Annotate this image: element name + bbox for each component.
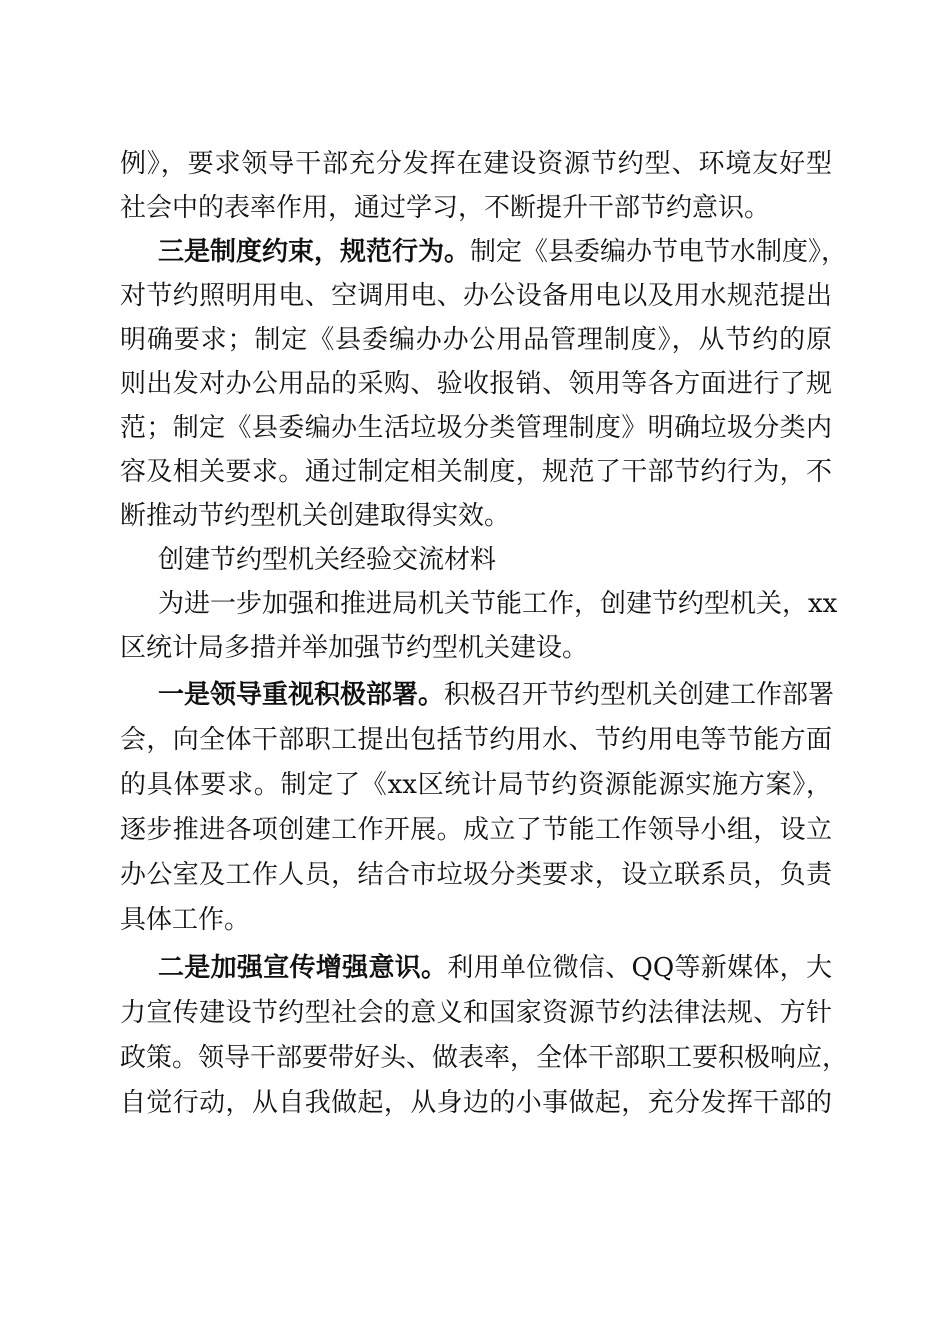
text-line: 逐步推进各项创建工作开展。成立了节能工作领导小组，设立: [120, 815, 832, 845]
text-line: 力宣传建设节约型社会的意义和国家资源节约法律法规、方针: [120, 998, 832, 1028]
text-line: 自觉行动，从自我做起，从身边的小事做起，充分发挥干部的: [120, 1088, 832, 1118]
bold-lead: 一是领导重视积极部署。: [158, 680, 445, 710]
text-line: 的具体要求。制定了《xx区统计局节约资源能源实施方案》，: [120, 770, 832, 800]
text-span: 积极召开节约型机关创建工作部署: [444, 680, 835, 710]
text-line: 政策。领导干部要带好头、做表率，全体干部职工要积极响应，: [120, 1043, 849, 1073]
bold-lead: 二是加强宣传增强意识。: [158, 953, 448, 983]
section-title: 创建节约型机关经验交流材料: [158, 545, 497, 575]
bold-lead: 三是制度约束，规范行为。: [158, 237, 471, 267]
text-line: 会，向全体干部职工提出包括节约用水、节约用电等节能方面: [120, 725, 832, 755]
text-line: 范；制定《县委编办生活垃圾分类管理制度》明确垃圾分类内: [120, 413, 832, 443]
text-line: 例》，要求领导干部充分发挥在建设资源节约型、环境友好型: [120, 149, 832, 179]
text-line: 具体工作。: [120, 905, 251, 935]
text-span: 利用单位微信、QQ等新媒体，大: [447, 953, 832, 983]
text-line: 对节约照明用电、空调用电、办公设备用电以及用水规范提出: [120, 281, 832, 311]
paragraph-heading-line: [158, 230, 848, 274]
text-line: 断推动节约型机关创建取得实效。: [120, 501, 511, 531]
text-span: 制定《县委编办节电节水制度》，: [470, 237, 848, 267]
text-line: 容及相关要求。通过制定相关制度，规范了干部节约行为，不: [120, 457, 832, 487]
text-line: 明确要求；制定《县委编办办公用品管理制度》，从节约的原: [120, 325, 832, 355]
paragraph-heading-line: [158, 946, 832, 990]
text-line: 区统计局多措并举加强节约型机关建设。: [120, 633, 589, 663]
text-line: 社会中的表率作用，通过学习，不断提升干部节约意识。: [120, 193, 771, 223]
text-line: 办公室及工作人员，结合市垃圾分类要求，设立联系员，负责: [120, 860, 832, 890]
text-line: 为进一步加强和推进局机关节能工作，创建节约型机关，xx: [158, 589, 838, 619]
paragraph-heading-line: [158, 673, 835, 717]
text-line: 则出发对办公用品的采购、验收报销、领用等各方面进行了规: [120, 369, 832, 399]
